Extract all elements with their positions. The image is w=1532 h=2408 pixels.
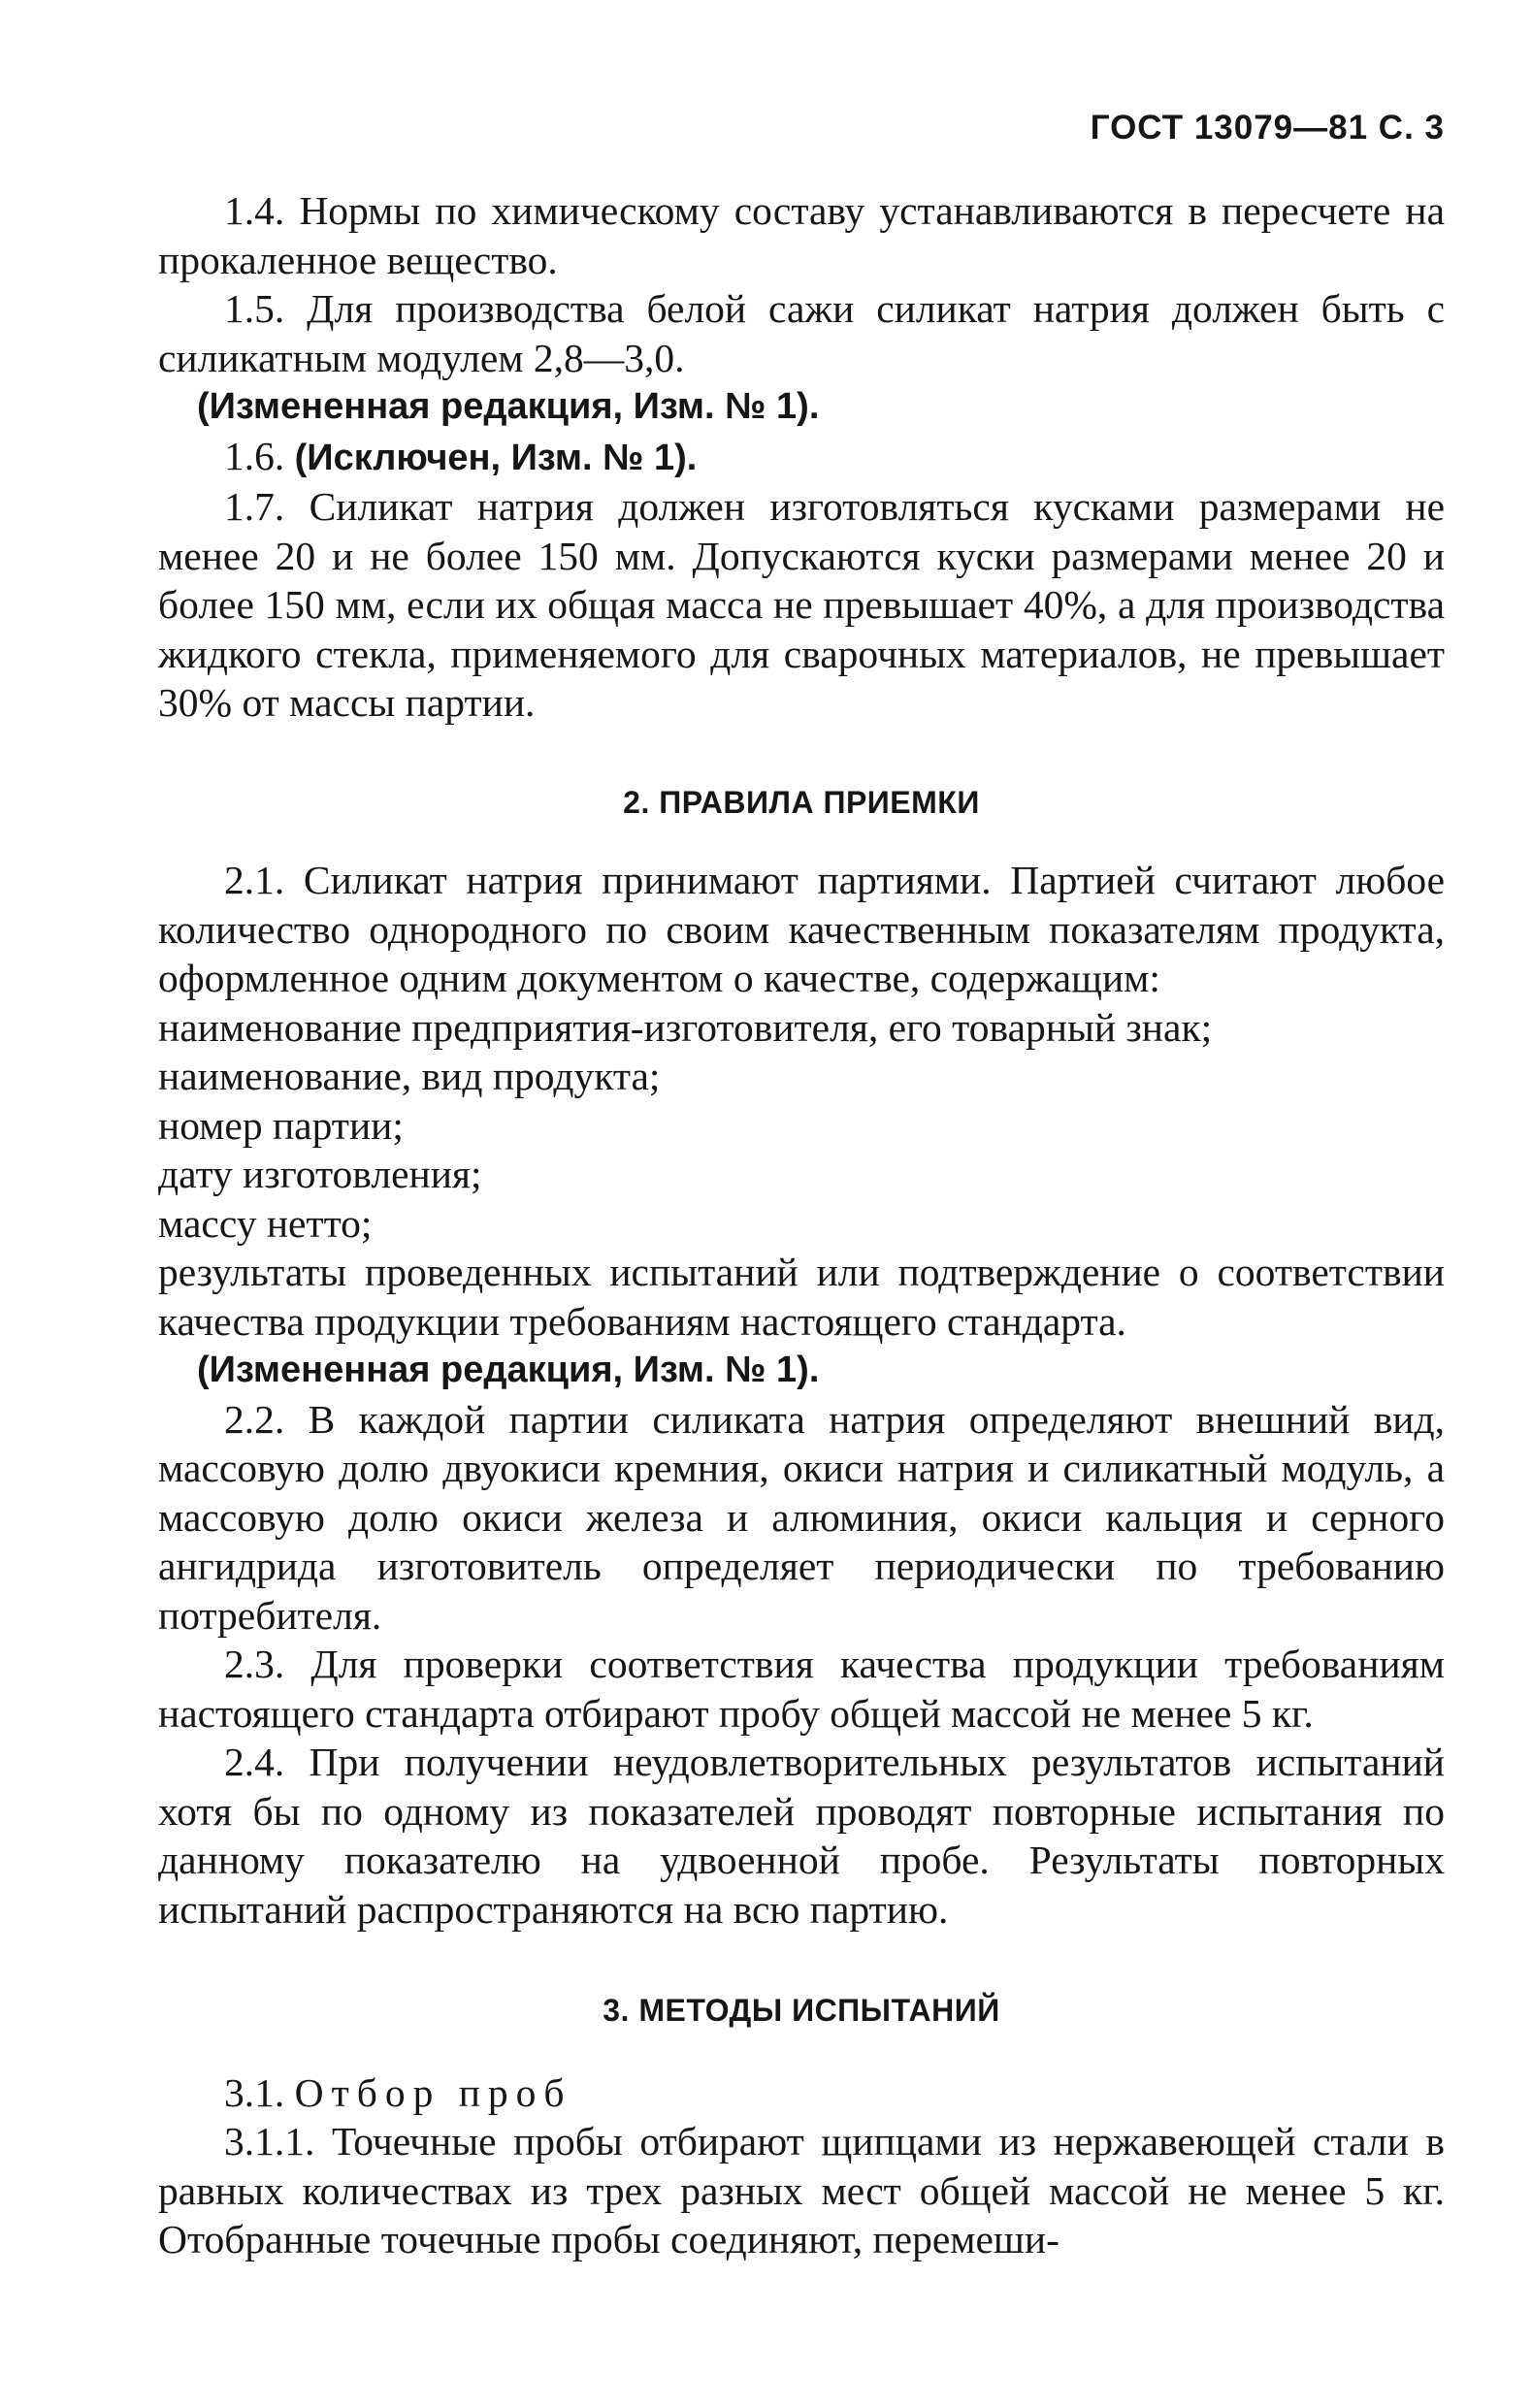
list-item: наименование, вид продукта; (158, 1054, 661, 1098)
list-item: номер партии; (158, 1102, 404, 1148)
paragraph-3-1-number: 3.1. (224, 2069, 285, 2115)
list-item: наименование предприятия-изготовителя, его товарный знак; (158, 1004, 1213, 1050)
page-header: ГОСТ 13079—81 С. 3 (1090, 109, 1445, 146)
paragraph-1-6-number: 1.6. (224, 433, 285, 478)
spacer (158, 728, 1445, 778)
paragraph-3-1 (158, 2068, 1445, 2118)
paragraph-1-4: 1.4. Нормы по химическому составу устанавливаются в пересчете на прокаленное вещество. (158, 188, 1445, 282)
paragraph-2-1: 2.1. Силикат натрия принимают партиями. Партией считают любое количество однородного по своим качественным показателям продукта, оформленное одним документом о качестве, содержащим: (158, 858, 1445, 1000)
spacer (158, 1934, 1445, 1986)
paragraph-1-7: 1.7. Силикат натрия должен изготовляться кусками размерами не менее 20 и не более 150 мм. Допускаются куски размерами менее 20 и более 150 мм, если их общая масса не превышает 40%, а для производства жидкого стекла, применяемого для сварочных материалов, не превышает 30% от массы партии. (158, 484, 1445, 725)
paragraph-2-2: 2.2. В каждой партии силиката натрия определяют внешний вид, массовую долю двуокиси кремния, окиси натрия и силикатный модуль, а массовую долю окиси железа и алюминия, окиси кальция и серного ангидрида изготовитель определяет периодически по требованию потребителя. (158, 1396, 1445, 1638)
amendment-note: (Измененная редакция, Изм. № 1). (197, 1350, 820, 1390)
paragraph-3-1-1: 3.1.1. Точечные пробы отбирают щипцами из нержавеющей стали в равных количествах из трех разных мест общей массой не менее 5 кг. Отобранные точечные пробы соединяют, перемеши- (158, 2119, 1445, 2262)
document-body (158, 186, 1445, 2264)
paragraph-1-6 (158, 432, 1445, 483)
paragraph-2-3: 2.3. Для проверки соответствия качества продукции требованиям настоящего стандарта отбирают пробу общей массой не менее 5 кг. (158, 1642, 1445, 1736)
spacer (158, 827, 1445, 856)
paragraph-1-5: 1.5. Для производства белой сажи силикат натрия должен быть с силикатным модулем 2,8—3,0. (158, 286, 1445, 380)
list-item: массу нетто; (158, 1200, 373, 1246)
paragraph-1-6-note: (Исключен, Изм. № 1). (294, 437, 698, 478)
paragraph-2-4: 2.4. При получении неудовлетворительных результатов испытаний хотя бы по одному из показателей проводят повторные испытания по данному показателю на удвоенной пробе. Результаты повторных испытаний распространяются на всю партию. (158, 1740, 1445, 1932)
section-3-title: 3. МЕТОДЫ ИСПЫТАНИЙ (603, 1993, 1000, 2028)
amendment-note: (Измененная редакция, Изм. № 1). (197, 386, 820, 427)
section-2-title: 2. ПРАВИЛА ПРИЕМКИ (623, 784, 980, 820)
paragraph-3-1-title: Отбор проб (294, 2069, 572, 2115)
list-item: результаты проведенных испытаний или подтверждение о соответствии качества продукции требованиям настоящего стандарта. (158, 1250, 1445, 1344)
spacer (158, 2035, 1445, 2068)
list-item: дату изготовления; (158, 1152, 482, 1196)
